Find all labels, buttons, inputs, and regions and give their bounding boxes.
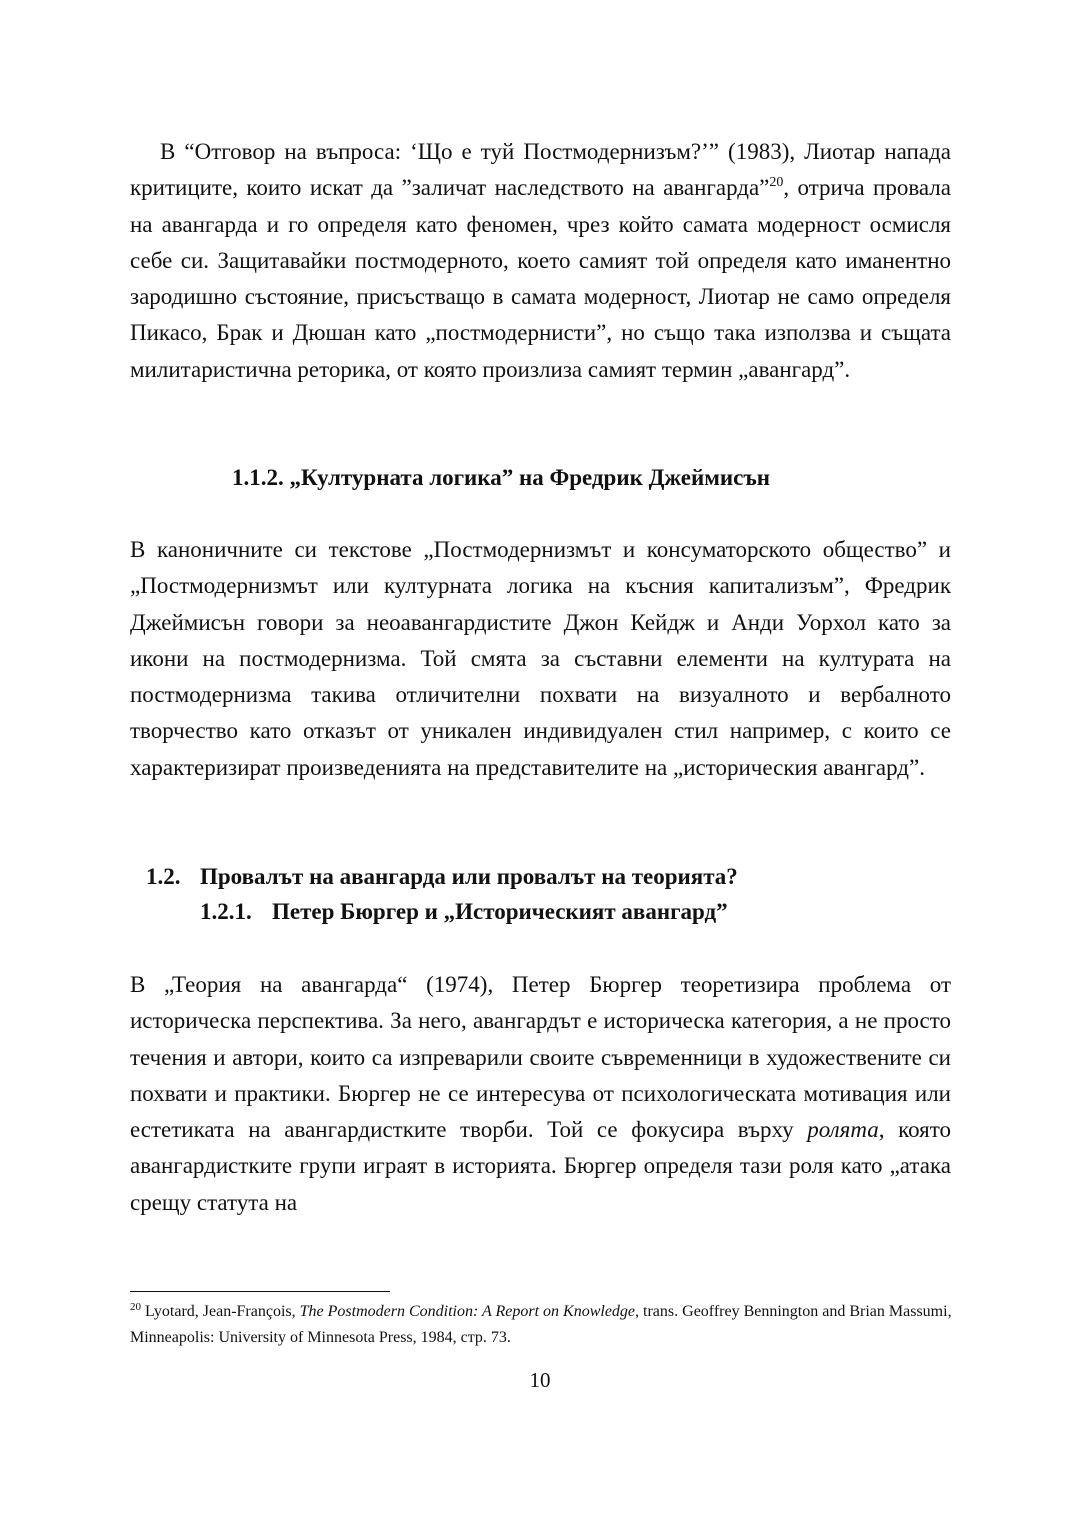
paragraph-burger-text-2: , която авангардистките групи играят в историята. Бюргер определя тази роля като „атака срещу статута на: [130, 1117, 951, 1215]
heading-1-2-title: Провалът на авангарда или провалът на теорията?: [200, 864, 738, 889]
paragraph-lyotard: [130, 134, 951, 388]
page-number: 10: [529, 1368, 551, 1392]
paragraph-burger: [130, 967, 951, 1221]
heading-1-1-2: 1.1.2. „Културната логика” на Фредрик Джеймисън: [232, 465, 771, 490]
footnote-book-title: The Postmodern Condition: A Report on Knowledge: [299, 1303, 636, 1320]
footnote-ref-20[interactable]: 20: [769, 175, 784, 191]
heading-1-2-1-title: Петер Бюргер и „Историческият авангард”: [272, 899, 728, 924]
paragraph-lyotard-text-2: , отрича провала на авангарда и го определя като феномен, чрез който самата модерност осмисля себе си. Защитавайки постмодерното, което самият той определя като иманентно зародишно състояние, присъстващо в самата модерност, Лиотар не само определя Пикасо, Брак и Дюшан като „постмодернисти”, но също така използва и същата милитаристична реторика, от която произлиза самият термин „авангард”.: [130, 175, 951, 382]
footnote-text-2: , trans. Geoffrey Bennington and Brian Massumi, Minneapolis: University of Minnesota Press, 1984, стр. 73.: [130, 1303, 952, 1346]
heading-1-2-number: 1.2.: [146, 864, 181, 889]
paragraph-burger-emphasis: ролята: [807, 1117, 879, 1143]
heading-1-2-1: [200, 897, 728, 927]
paragraph-burger-text-1: В „Теория на авангарда“ (1974), Петер Бюргер теоретизира проблема от историческа перспектива. За него, авангардът е историческа категория, а не просто течения и автори, които са изпреварили своите съвременници в художествените си похвати и практики. Бюргер не се интересува от психологическата мотивация или естетиката на авангардистките творби. Той се фокусира върху: [130, 972, 951, 1143]
footnote-text-1: Lyotard, Jean-François,: [141, 1303, 300, 1320]
heading-1-2-1-number: 1.2.1.: [200, 899, 252, 924]
paragraph-jameson: В каноничните си текстове „Постмодернизмът и консуматорското общество” и „Постмодернизмът или културната логика на късния капитализъм”, Фредрик Джеймисън говори за неоавангардистите Джон Кейдж и Анди Уорхол като за икони на постмодернизма. Той смята за съставни елементи на културата на постмодернизма такива отличителни похвати на визуалното и вербалното творчество като отказът от уникален индивидуален стил например, с които се характеризират произведенията на представителите на „историческия авангард”.: [130, 537, 951, 780]
footnote-divider: [130, 1291, 390, 1292]
footnote-number: 20: [130, 1301, 141, 1313]
footnote-20: [130, 1299, 960, 1351]
paragraph-lyotard-text-1: В “Отговор на въпроса: ‘Що е туй Постмодернизъм?’” (1983), Лиотар напада критиците, които искат да ”заличат наследството на авангарда”: [130, 139, 951, 201]
heading-1-2: [146, 862, 738, 892]
